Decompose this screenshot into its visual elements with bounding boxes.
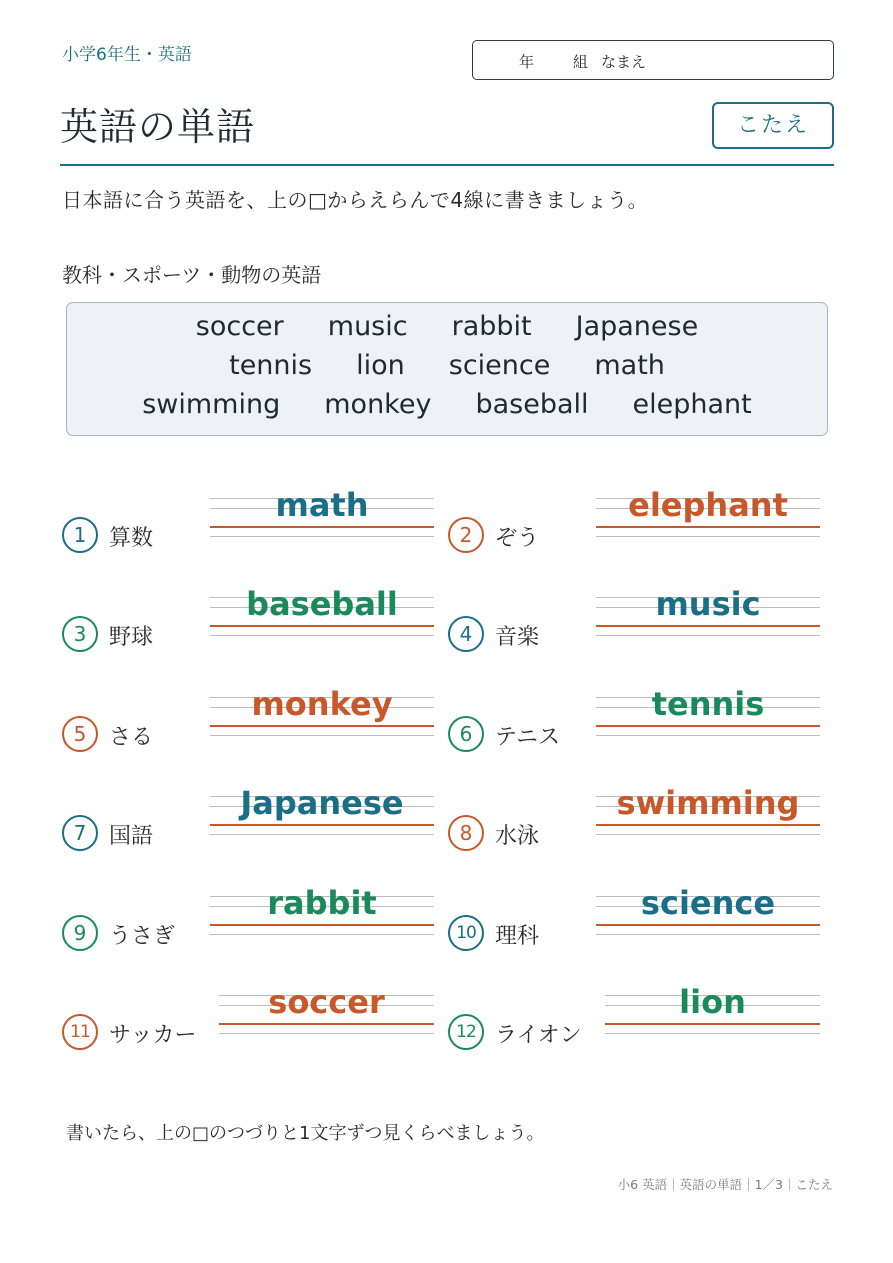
page-footer: 小6 英語｜英語の単語｜1／3｜こたえ: [617, 1177, 833, 1192]
answer-word: tennis: [651, 685, 765, 723]
exercise-item: [62, 884, 434, 959]
japanese-prompt: さる: [109, 725, 154, 750]
four-line-writing-area[interactable]: [596, 585, 820, 641]
exercise-item: [62, 486, 434, 561]
bank-word: soccer: [195, 311, 284, 342]
bank-word: music: [327, 311, 408, 342]
four-line-writing-area[interactable]: [596, 884, 820, 940]
number-badge: 4: [448, 616, 484, 652]
bank-word: lion: [356, 350, 405, 381]
japanese-prompt: 水泳: [495, 824, 540, 849]
number-badge: 11: [62, 1014, 98, 1050]
number-badge: 1: [62, 517, 98, 553]
four-line-writing-area[interactable]: [210, 685, 434, 741]
guide-line: [219, 1033, 434, 1034]
answer-word: monkey: [251, 685, 393, 723]
name-label: なまえ: [601, 53, 647, 71]
word-bank-row: [67, 311, 827, 342]
japanese-prompt: サッカー: [109, 1023, 197, 1048]
exercise-item: [62, 685, 434, 760]
word-bank: [66, 302, 828, 436]
number-badge: 12: [448, 1014, 484, 1050]
four-line-writing-area[interactable]: [210, 884, 434, 940]
answer-word: elephant: [628, 486, 788, 524]
japanese-prompt: 理科: [495, 924, 540, 949]
number-badge: 10: [448, 915, 484, 951]
instruction-text: 日本語に合う英語を、上の□からえらんで4線に書きましょう。: [62, 188, 649, 212]
guide-line: [596, 536, 820, 537]
japanese-prompt: 音楽: [495, 625, 540, 650]
number-badge: 8: [448, 815, 484, 851]
page-title: 英語の単語: [60, 105, 256, 149]
exercise-item: [448, 884, 820, 959]
exercise-item: [448, 784, 820, 859]
guide-line: [210, 735, 434, 736]
japanese-prompt: 野球: [109, 625, 154, 650]
japanese-prompt: うさぎ: [109, 924, 176, 949]
bank-word: rabbit: [451, 311, 532, 342]
bank-word: science: [448, 350, 551, 381]
bank-word: tennis: [229, 350, 313, 381]
guide-line: [596, 824, 820, 826]
answer-word: Japanese: [240, 784, 404, 822]
guide-line: [210, 824, 434, 826]
word-bank-row: [67, 350, 827, 381]
japanese-prompt: テニス: [495, 725, 561, 750]
number-badge: 6: [448, 716, 484, 752]
exercise-item: [448, 585, 820, 660]
answer-word: math: [275, 486, 369, 524]
four-line-writing-area[interactable]: [210, 585, 434, 641]
guide-line: [596, 834, 820, 835]
section-label: 教科・スポーツ・動物の英語: [62, 263, 322, 287]
bank-word: elephant: [632, 389, 752, 420]
guide-line: [210, 934, 434, 935]
four-line-writing-area[interactable]: [596, 784, 820, 840]
year-label: 年: [519, 53, 535, 71]
guide-line: [596, 526, 820, 528]
guide-line: [210, 834, 434, 835]
class-label: 組: [573, 53, 589, 71]
footer-note: 書いたら、上の□のつづりと1文字ずつ見くらべましょう。: [66, 1123, 545, 1144]
answer-word: music: [655, 585, 761, 623]
guide-line: [210, 536, 434, 537]
name-box[interactable]: [472, 40, 834, 80]
answer-word: science: [640, 884, 776, 922]
guide-line: [605, 1033, 820, 1034]
answer-word: baseball: [246, 585, 398, 623]
answer-word: swimming: [616, 784, 800, 822]
guide-line: [596, 735, 820, 736]
guide-line: [210, 635, 434, 636]
grade-label: 小学6年生・英語: [62, 45, 192, 65]
guide-line: [605, 1023, 820, 1025]
guide-line: [596, 635, 820, 636]
japanese-prompt: ぞう: [495, 526, 540, 551]
bank-word: swimming: [142, 389, 281, 420]
exercise-item: [448, 983, 820, 1058]
guide-line: [210, 526, 434, 528]
number-badge: 3: [62, 616, 98, 652]
title-divider: [60, 164, 834, 166]
japanese-prompt: ライオン: [495, 1023, 582, 1048]
four-line-writing-area[interactable]: [210, 486, 434, 542]
word-bank-row: [67, 389, 827, 420]
bank-word: math: [594, 350, 665, 381]
guide-line: [210, 924, 434, 926]
four-line-writing-area[interactable]: [605, 983, 820, 1039]
number-badge: 2: [448, 517, 484, 553]
four-line-writing-area[interactable]: [596, 486, 820, 542]
exercise-item: [448, 685, 820, 760]
exercise-item: [62, 585, 434, 660]
answer-word: lion: [679, 983, 746, 1021]
japanese-prompt: 算数: [109, 526, 154, 551]
number-badge: 5: [62, 716, 98, 752]
guide-line: [596, 625, 820, 627]
guide-line: [210, 625, 434, 627]
bank-word: monkey: [324, 389, 432, 420]
guide-line: [596, 725, 820, 727]
guide-line: [219, 1023, 434, 1025]
bank-word: baseball: [475, 389, 589, 420]
exercise-item: [62, 983, 434, 1058]
four-line-writing-area[interactable]: [210, 784, 434, 840]
answer-word: rabbit: [267, 884, 377, 922]
exercise-item: [62, 784, 434, 859]
guide-line: [596, 934, 820, 935]
four-line-writing-area[interactable]: [219, 983, 434, 1039]
number-badge: 9: [62, 915, 98, 951]
answer-badge: こたえ: [712, 102, 834, 149]
four-line-writing-area[interactable]: [596, 685, 820, 741]
guide-line: [210, 725, 434, 727]
number-badge: 7: [62, 815, 98, 851]
japanese-prompt: 国語: [109, 824, 154, 849]
answer-word: soccer: [268, 983, 385, 1021]
exercise-item: [448, 486, 820, 561]
guide-line: [596, 924, 820, 926]
bank-word: Japanese: [575, 311, 699, 342]
